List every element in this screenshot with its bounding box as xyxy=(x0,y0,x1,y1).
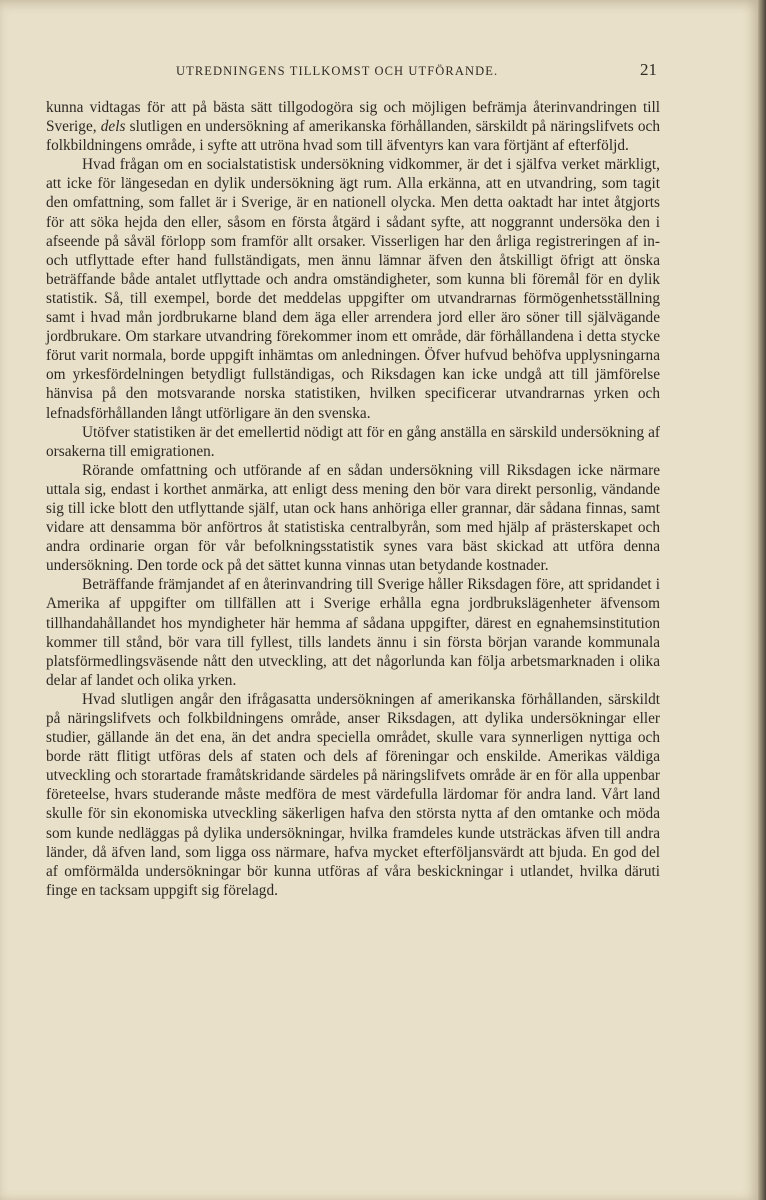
body-text xyxy=(46,98,660,900)
paragraph-scope: Rörande omfattning och utförande af en sådan undersökning vill Riksdagen icke närmare uttala sig, endast i korthet anmärka, att enligt dess mening den bör vara direkt personlig, vändande sig till icke blott den utflyttande själf, utan ock hans anhöriga eller grannar, där sådana finnas, samt vidare att densamma bör anförtros åt statistiska centralbyrån, som med hjälp af prästerskapet och andra ordinarie organ för vår befolkningsstatistik synes vara bäst skickad att utföra denna undersökning. Den torde ock på det sättet kunna vinnas utan betydande kostnader. xyxy=(46,461,660,575)
emphasis-text: dels xyxy=(100,118,126,136)
running-head: UTREDNINGENS TILLKOMST OCH UTFÖRANDE. xyxy=(176,64,499,78)
page-header xyxy=(44,60,658,82)
paragraph-text: slutligen en undersökning af amerikanska förhållanden, särskildt på näringslifvets och folkbildningens område, i syfte att utröna hvad som till äfventyrs kan vara förtjänt af efterföljd. xyxy=(46,118,660,155)
paragraph-american-conditions: Hvad slutligen angår den ifrågasatta undersökningen af amerikanska förhållanden, särskildt på näringslifvets och folkbildningens område, anser Riksdagen, att dylika undersökningar eller studier, gällande än det ena, än det andra speciella området, skulle vara synnerligen nyttiga och borde rätt flitigt utföras dels af staten och dels af föreningar och enskilde. Amerikas väldiga utveckling och storartade framåtskridande särdeles på näringslifvets område är en för alla uppenbar företeelse, hvars studerande måste medföra de mest värdefulla lärdomar för andra land. Vårt land skulle för sin ekonomiska utveckling säkerligen hafva den största nytta af den omtanke och möda som kunde nedläggas på dylika undersökningar, hvilka framdeles kunde utsträckas äfven till andra länder, då äfven land, som ligga oss närmare, hafva mycket efterföljansvärdt att bjuda. En god del af omförmälda undersökningar bör kunna utföras af våra beskickningar i utlandet, hvilka däruti finge en tacksam uppgift sig förelagd. xyxy=(46,690,660,899)
page-number: 21 xyxy=(640,60,657,79)
paragraph-statistics: Hvad frågan om en socialstatistisk undersökning vidkommer, är det i själfva verket märkligt, att icke för längesedan en dylik undersökning ägt rum. Alla erkänna, att en utvandring, som tagit den omfattning, som fallet är i Sverige, är en nationell olycka. Men detta oaktadt har intet åtgjorts för att söka hejda den eller, såsom en första åtgärd i sådant syfte, att noggrannt undersöka den i afseende på såväl förlopp som framför allt orsaker. Visserligen har den årliga registreringen af in- och utflyttade efter hand fullständigats, men ännu lämnar äfven den åtskilligt öfrigt att önska beträffande både antalet utflyttade och andra omständigheter, som kunna bli föremål för en dylik statistik. Så, till exempel, borde det meddelas uppgifter om utvandrarnas förmögenhetsställning samt i hvad mån jordbrukarne bland dem äga eller arrendera jord eller äro söner till självägande jordbrukare. Om starkare utvandring förekommer inom ett område, där förhållandena i detta stycke förut varit normala, borde uppgift inhämtas om anledningen. Öfver hufvud behöfva upplysningarna om yrkesfördelningen betydligt fullständigas, och Riksdagen kan icke undgå att till jämförelse hänvisa på den motsvarande norska statistiken, hvilken specificerar utvandrarnas yrken och lefnadsförhållanden långt utförligare än den svenska. xyxy=(46,156,660,422)
paragraph-special-investigation: Utöfver statistiken är det emellertid nödigt att för en gång anställa en särskild undersökning af orsakerna till emigrationen. xyxy=(46,423,660,460)
paragraph-continued xyxy=(46,98,660,155)
page-spine xyxy=(758,0,766,1200)
paragraph-reimmigration: Beträffande främjandet af en återinvandring till Sverige håller Riksdagen före, att spridandet i Amerika af uppgifter om tillfällen att i Sverige erhålla egna jordbrukslägenheter äfvensom tillhandahållandet hos myndigheter här hemma af sådana uppgifter, därest en egnahemsinstitution kommer till stånd, bör vara till fyllest, tills landets ännu i sin första början varande kommunala platsförmedlingsväsende nått den utveckling, att det någorlunda kan följa arbetsmarknaden i olika delar af landet och olika yrken. xyxy=(46,576,660,689)
paragraph-text: kunna vidtagas för att på bästa sätt tillgodogöra sig och möjligen befrämja återinvandringen till Sverige, xyxy=(46,99,660,136)
